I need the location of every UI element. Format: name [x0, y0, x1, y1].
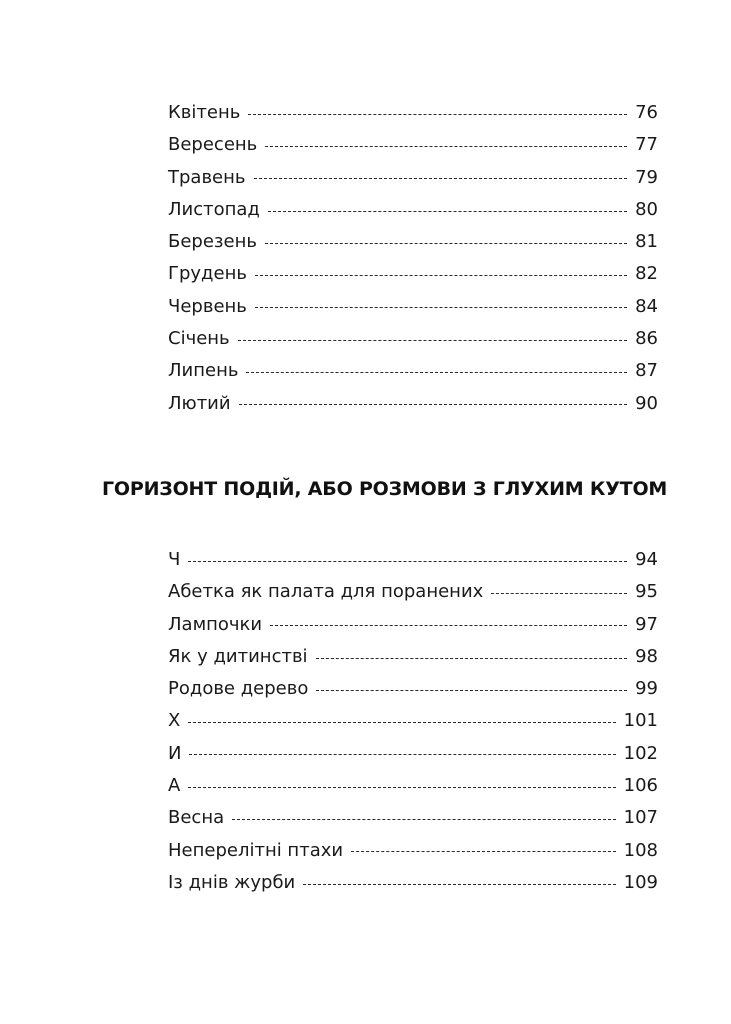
- dot-leader: [351, 851, 616, 852]
- toc-entry-page: 90: [635, 392, 658, 414]
- toc-entry-page: 97: [635, 613, 658, 635]
- toc-entry[interactable]: [168, 388, 658, 420]
- toc-entry-page: 98: [635, 645, 658, 667]
- toc-entry-page: 77: [635, 134, 658, 156]
- toc-entry-page: 84: [635, 295, 658, 317]
- dot-leader: [254, 178, 628, 179]
- toc-list-part-1: [168, 97, 658, 420]
- dot-leader: [303, 884, 615, 885]
- toc-entry[interactable]: [168, 770, 658, 802]
- toc-entry-page: 101: [623, 710, 658, 732]
- dot-leader: [188, 561, 627, 562]
- toc-entry-page: 87: [635, 360, 658, 382]
- toc-entry-title: Абетка як палата для поранених: [168, 581, 484, 603]
- toc-entry-title: Із днів журби: [168, 871, 296, 893]
- toc-entry-title: Вересень: [168, 134, 258, 156]
- toc-entry-title: Неперелітні птахи: [168, 839, 344, 861]
- toc-entry[interactable]: [168, 291, 658, 323]
- toc-entry[interactable]: [168, 738, 658, 770]
- toc-entry-title: Лампочки: [168, 613, 263, 635]
- toc-entry-page: 76: [635, 102, 658, 123]
- dot-leader: [316, 690, 627, 691]
- toc-entry-page: 106: [623, 775, 658, 797]
- toc-entry-page: 94: [635, 549, 658, 570]
- toc-entry[interactable]: [168, 258, 658, 290]
- toc-entry[interactable]: [168, 544, 658, 576]
- toc-entry[interactable]: [168, 129, 658, 161]
- toc-entry[interactable]: [168, 576, 658, 608]
- dot-leader: [239, 404, 628, 405]
- toc-entry[interactable]: [168, 609, 658, 641]
- toc-entry[interactable]: [168, 802, 658, 834]
- toc-entry-title: Х: [168, 710, 181, 732]
- toc-entry[interactable]: [168, 323, 658, 355]
- toc-entry[interactable]: [168, 673, 658, 705]
- dot-leader: [255, 307, 627, 308]
- dot-leader: [265, 146, 627, 147]
- toc-entry-title: Червень: [168, 295, 247, 317]
- toc-entry[interactable]: [168, 641, 658, 673]
- dot-leader: [265, 243, 627, 244]
- toc-entry-title: А: [168, 775, 181, 797]
- dot-leader: [255, 275, 627, 276]
- toc-entry-page: 102: [623, 742, 658, 764]
- dot-leader: [270, 625, 627, 626]
- toc-entry-page: 109: [623, 871, 658, 893]
- toc-entry-title: Весна: [168, 807, 225, 829]
- dot-leader: [188, 787, 615, 788]
- toc-entry-title: Грудень: [168, 263, 247, 285]
- toc-entry[interactable]: [168, 162, 658, 194]
- toc-entry-title: Березень: [168, 231, 257, 253]
- dot-leader: [248, 114, 627, 115]
- toc-entry[interactable]: [168, 355, 658, 387]
- dot-leader: [491, 593, 627, 594]
- toc-entry-title: Родове дерево: [168, 678, 309, 700]
- toc-entry-page: 79: [635, 166, 658, 188]
- toc-entry-title: Листопад: [168, 198, 260, 220]
- toc-entry-page: 86: [635, 328, 658, 350]
- toc-list-part-2: [168, 544, 658, 899]
- toc-entry-page: 108: [623, 839, 658, 861]
- toc-entry-page: 99: [635, 678, 658, 700]
- dot-leader: [246, 372, 627, 373]
- toc-entry-page: 81: [635, 231, 658, 253]
- toc-entry-title: Січень: [168, 328, 230, 350]
- toc-entry[interactable]: [168, 705, 658, 737]
- toc-entry-title: Травень: [168, 166, 246, 188]
- toc-entry-title: Квітень: [168, 102, 241, 123]
- dot-leader: [189, 754, 615, 755]
- dot-leader: [268, 211, 627, 212]
- toc-entry-page: 80: [635, 198, 658, 220]
- dot-leader: [188, 722, 615, 723]
- toc-entry-page: 82: [635, 263, 658, 285]
- toc-entry[interactable]: [168, 835, 658, 867]
- toc-entry[interactable]: [168, 226, 658, 258]
- toc-entry[interactable]: [168, 867, 658, 899]
- toc-entry-title: Липень: [168, 360, 239, 382]
- toc-entry-page: 107: [623, 807, 658, 829]
- section-heading: ГОРИЗОНТ ПОДІЙ, АБО РОЗМОВИ З ГЛУХИМ КУТОМ: [102, 478, 668, 500]
- toc-entry-title: Ч: [168, 549, 181, 570]
- toc-entry-title: И: [168, 742, 182, 764]
- toc-entry-title: Як у дитинстві: [168, 645, 308, 667]
- toc-entry-page: 95: [635, 581, 658, 603]
- dot-leader: [232, 819, 616, 820]
- dot-leader: [238, 340, 627, 341]
- toc-entry-title: Лютий: [168, 392, 231, 414]
- toc-entry[interactable]: [168, 194, 658, 226]
- toc-entry[interactable]: [168, 97, 658, 129]
- dot-leader: [316, 658, 628, 659]
